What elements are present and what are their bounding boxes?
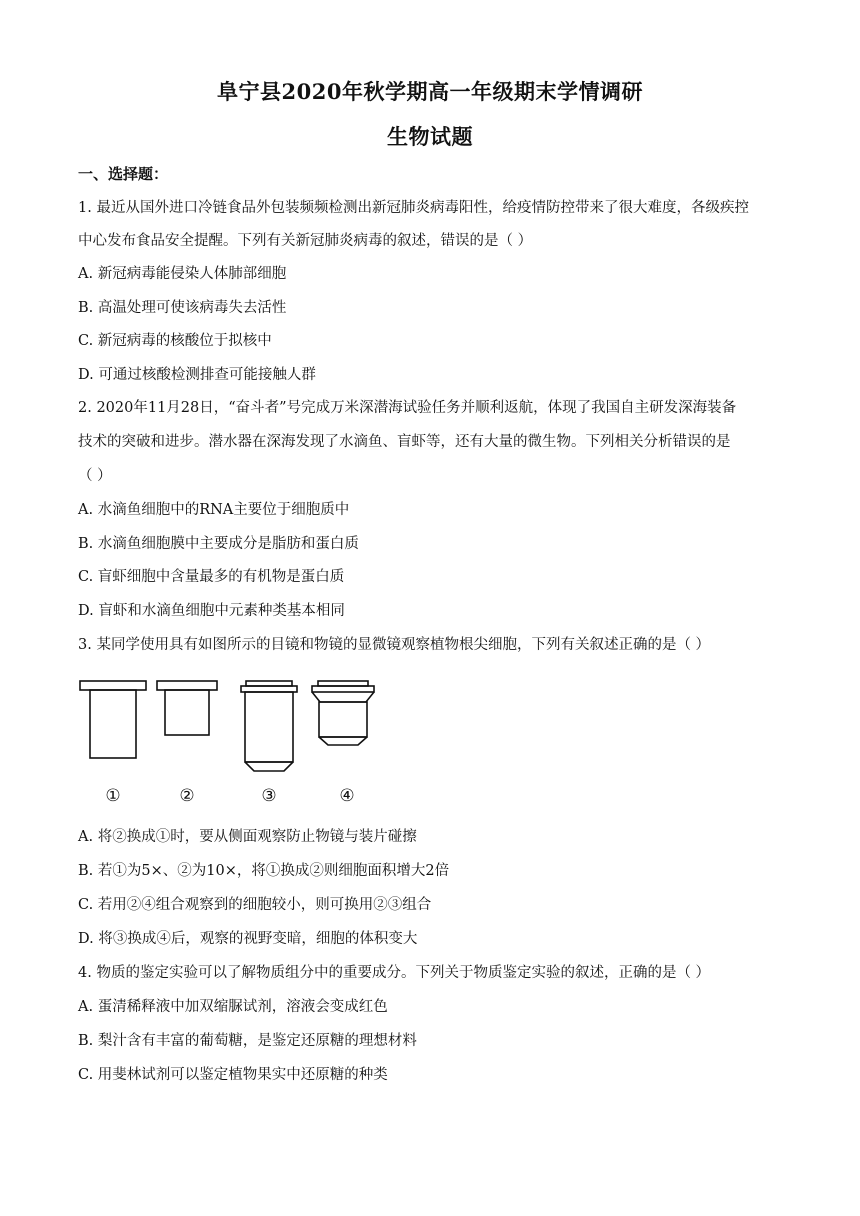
figure-label-4: ④ [339,786,355,806]
figure-label-1: ① [105,786,121,806]
microscope-lens-figure [78,676,398,810]
question-3-option-c: C. 若用②④组合观察到的细胞较小，则可换用②③组合 [78,897,432,913]
question-4-stem-line-1: 4. 物质的鉴定实验可以了解物质组分中的重要成分。下列关于物质鉴定实验的叙述，正确的是（ ） [78,965,711,981]
section-heading: 一、选择题： [78,165,169,183]
question-4-option-c: C. 用斐林试剂可以鉴定植物果实中还原糖的种类 [78,1067,388,1083]
document-subtitle: 生物试题 [387,124,473,149]
question-3-stem-line-1: 3. 某同学使用具有如图所示的目镜和物镜的显微镜观察植物根尖细胞，下列有关叙述正确的是（ ） [78,637,711,653]
question-1-option-a: A. 新冠病毒能侵染人体肺部细胞 [78,266,287,282]
question-2-option-b: B. 水滴鱼细胞膜中主要成分是脂肪和蛋白质 [78,536,359,552]
question-2-stem-line-1: 2. 2020年11月28日，“奋斗者”号完成万米深潜海试验任务并顺利返航，体现了我国自主研发深海装备 [78,400,737,416]
figure-label-2: ② [179,786,195,806]
eyepiece-lens-1 [80,681,146,758]
eyepiece-lens-2 [157,681,217,735]
question-4-option-b: B. 梨汁含有丰富的葡萄糖，是鉴定还原糖的理想材料 [78,1033,417,1049]
figure-label-3: ③ [261,786,277,806]
question-2-stem-line-3: （ ） [78,468,112,484]
objective-lens-3 [241,681,297,771]
question-3-option-d: D. 将③换成④后，观察的视野变暗，细胞的体积变大 [78,931,418,947]
question-1-stem-line-2: 中心发布食品安全提醒。下列有关新冠肺炎病毒的叙述，错误的是（ ） [78,233,533,249]
question-3-option-b: B. 若①为5×、②为10×，将①换成②则细胞面积增大2倍 [78,863,450,879]
question-1-option-c: C. 新冠病毒的核酸位于拟核中 [78,333,272,349]
question-2-stem-line-2: 技术的突破和进步。潜水器在深海发现了水滴鱼、盲虾等，还有大量的微生物。下列相关分析错误的是 [78,434,731,450]
document-title: 阜宁县2020年秋学期高一年级期末学情调研 [217,79,643,104]
objective-lens-4 [312,681,374,745]
question-4-option-a: A. 蛋清稀释液中加双缩脲试剂，溶液会变成红色 [78,999,388,1015]
question-1-stem-line-1: 1. 最近从国外进口冷链食品外包装频频检测出新冠肺炎病毒阳性，给疫情防控带来了很大难度，各级疾控 [78,200,749,216]
question-2-option-c: C. 盲虾细胞中含量最多的有机物是蛋白质 [78,569,345,585]
question-3-option-a: A. 将②换成①时，要从侧面观察防止物镜与装片碰擦 [78,829,417,845]
lens-drawings [78,676,398,784]
question-2-option-d: D. 盲虾和水滴鱼细胞中元素种类基本相同 [78,603,345,619]
question-1-option-d: D. 可通过核酸检测排查可能接触人群 [78,367,316,383]
question-1-option-b: B. 高温处理可使该病毒失去活性 [78,300,287,316]
question-2-option-a: A. 水滴鱼细胞中的RNA主要位于细胞质中 [78,502,350,518]
